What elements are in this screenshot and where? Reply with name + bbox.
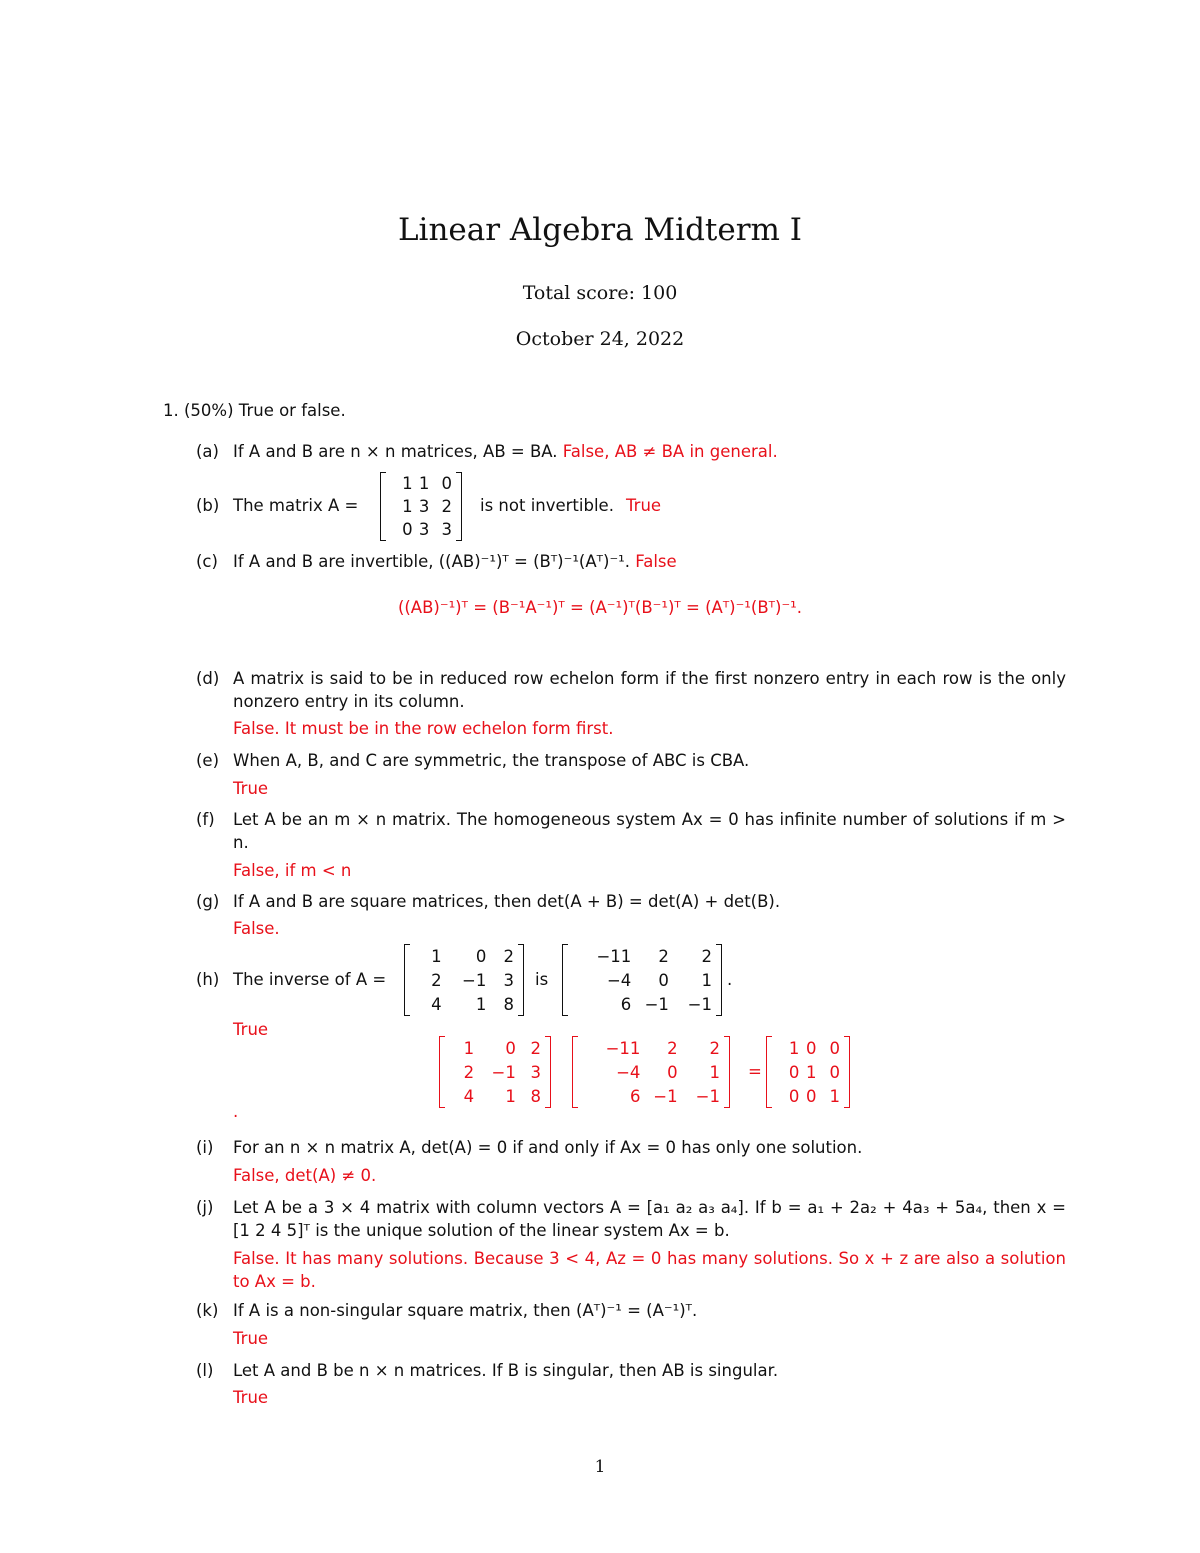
matrix-entry: 0 (829, 1062, 840, 1082)
matrix-entry: 2 (503, 946, 514, 966)
matrix-b (380, 472, 462, 541)
item-statement: Let A be an m × n matrix. The homogeneous system Ax = 0 has infinite number of solutions if m > n. (233, 810, 1066, 852)
check-equals: = (748, 1062, 762, 1081)
item-end: . (727, 970, 733, 989)
item-suffix: is not invertible. (480, 496, 614, 515)
matrix-entry: 2 (701, 946, 712, 966)
matrix-entry: 1 (431, 946, 442, 966)
matrix-entry: 2 (431, 970, 442, 990)
item-answer: False. It has many solutions. Because 3 < 4, Az = 0 has many solutions. So x + z are also a solution to Ax = b. (233, 1249, 1066, 1291)
item-statement: Let A and B be n × n matrices. If B is singular, then AB is singular. (233, 1361, 779, 1380)
matrix-entry: 1 (829, 1086, 840, 1106)
matrix-entry: 1 (402, 497, 413, 516)
item-label: (e) (196, 751, 220, 770)
identity-matrix (766, 1036, 850, 1108)
matrix-entry: 1 (505, 1086, 516, 1106)
matrix-entry: 0 (658, 970, 669, 990)
matrix-entry: 3 (418, 497, 430, 516)
matrix-entry: 2 (667, 1038, 678, 1058)
page-number: 1 (594, 1457, 606, 1477)
matrix-entry: 0 (475, 946, 487, 966)
matrix-entry: −1 (462, 970, 487, 990)
matrix-entry: 2 (441, 497, 452, 516)
matrix-entries (562, 944, 722, 1016)
matrix-entry: 0 (806, 1086, 817, 1106)
matrix-entry: 6 (620, 994, 632, 1014)
item-answer: False, if m < n (233, 861, 352, 880)
matrix-entry: 1 (463, 1038, 475, 1058)
item-statement: If A and B are n × n matrices, AB = BA. (233, 442, 558, 461)
item-middle: is (535, 970, 549, 989)
matrix-entry: 2 (530, 1038, 541, 1058)
matrix-entry: 0 (806, 1038, 817, 1058)
item-d (196, 667, 1066, 740)
matrix-entry: 3 (418, 520, 430, 539)
check-matrix-inverse (572, 1036, 730, 1108)
item-answer: True (626, 496, 662, 515)
item-statement: A matrix is said to be in reduced row echelon form if the first nonzero entry in each row is the only nonzero entry in its column. (233, 669, 1066, 711)
item-answer: True (233, 1020, 269, 1039)
item-i (196, 1136, 1066, 1187)
matrix-entry: −11 (596, 946, 632, 966)
item-label: (i) (196, 1138, 214, 1157)
matrix-entry: −1 (653, 1086, 678, 1106)
exam-date: October 24, 2022 (515, 328, 685, 350)
item-answer: False. (233, 919, 280, 938)
item-c (196, 550, 1066, 573)
question-title: (50%) True or false. (184, 401, 346, 420)
matrix-entry: 1 (418, 474, 430, 493)
matrix-entry: 1 (402, 474, 413, 493)
matrix-entry: 0 (441, 474, 452, 493)
item-answer: False (635, 552, 677, 571)
matrix-entry: 1 (701, 970, 712, 990)
matrix-entry: 3 (530, 1062, 541, 1082)
item-g (196, 890, 1066, 940)
item-f (196, 808, 1066, 882)
matrix-entry: 1 (806, 1062, 817, 1082)
matrix-entry: 8 (530, 1086, 541, 1106)
item-label: (j) (196, 1198, 214, 1217)
item-statement: If A is a non-singular square matrix, then (Aᵀ)⁻¹ = (A⁻¹)ᵀ. (233, 1301, 698, 1320)
item-label: (f) (196, 810, 215, 829)
item-label: (a) (196, 442, 219, 461)
matrix-entry: 1 (709, 1062, 720, 1082)
item-label: (c) (196, 552, 218, 571)
matrix-entry: −11 (605, 1038, 641, 1058)
item-a (196, 440, 1066, 463)
page-title: Linear Algebra Midterm I (397, 212, 803, 248)
total-score: Total score: 100 (522, 282, 678, 304)
item-label: (d) (196, 669, 220, 688)
item-prefix: The inverse of A = (233, 970, 387, 989)
item-answer: True (233, 779, 269, 798)
matrix-entry: 0 (667, 1062, 678, 1082)
check-end: . (233, 1102, 239, 1121)
item-answer: False. It must be in the row echelon form first. (233, 719, 614, 738)
item-label: (g) (196, 892, 220, 911)
matrix-entry: 4 (431, 994, 442, 1014)
matrix-entry: 1 (788, 1038, 800, 1058)
item-answer: True (233, 1388, 269, 1407)
matrix-entries (766, 1036, 850, 1108)
item-statement: For an n × n matrix A, det(A) = 0 if and only if Ax = 0 has only one solution. (233, 1138, 863, 1157)
matrix-entry: 0 (829, 1038, 840, 1058)
item-e (196, 749, 1066, 800)
matrix-entries (572, 1036, 730, 1108)
matrix-entry: 2 (463, 1062, 475, 1082)
matrix-h-a (404, 944, 524, 1016)
item-statement: Let A be a 3 × 4 matrix with column vectors A = [a₁ a₂ a₃ a₄]. If b = a₁ + 2a₂ + 4a₃ + 5a₄, then x = [1 2 4 5]ᵀ is the unique solution of the linear system Ax = b. (233, 1198, 1066, 1240)
item-label: (b) (196, 496, 220, 515)
matrix-entries (439, 1036, 551, 1108)
item-answer: False, det(A) ≠ 0. (233, 1166, 377, 1185)
matrix-entries (404, 944, 524, 1016)
matrix-entry: 0 (788, 1086, 800, 1106)
matrix-entry: 4 (463, 1086, 475, 1106)
matrix-entry: 0 (402, 520, 413, 539)
matrix-entries (380, 472, 462, 541)
matrix-entry: −1 (695, 1086, 720, 1106)
item-label: (h) (196, 970, 220, 989)
item-statement: If A and B are invertible, ((AB)⁻¹)ᵀ = (Bᵀ)⁻¹(Aᵀ)⁻¹. (233, 552, 631, 571)
matrix-h-inverse (562, 944, 722, 1016)
matrix-entry: −4 (616, 1062, 641, 1082)
matrix-entry: 1 (475, 994, 487, 1014)
item-j (196, 1196, 1066, 1293)
item-l (196, 1359, 1066, 1409)
item-statement: If A and B are square matrices, then det(A + B) = det(A) + det(B). (233, 892, 781, 911)
check-matrix-a (439, 1036, 551, 1108)
matrix-entry: 2 (709, 1038, 720, 1058)
item-label: (l) (196, 1361, 214, 1380)
item-answer: True (233, 1329, 269, 1348)
matrix-entry: 6 (629, 1086, 641, 1106)
item-statement: When A, B, and C are symmetric, the transpose of ABC is CBA. (233, 751, 750, 770)
matrix-entry: 0 (788, 1062, 800, 1082)
question-heading (163, 401, 346, 420)
matrix-entry: 8 (503, 994, 514, 1014)
item-label: (k) (196, 1301, 219, 1320)
matrix-entry: 2 (658, 946, 669, 966)
item-answer: False, AB ≠ BA in general. (562, 442, 778, 461)
matrix-entry: −1 (644, 994, 669, 1014)
matrix-entry: 3 (503, 970, 514, 990)
matrix-entry: −4 (606, 970, 632, 990)
matrix-entry: 0 (505, 1038, 516, 1058)
item-k (196, 1299, 1066, 1350)
question-number: 1. (163, 401, 179, 420)
matrix-entry: −1 (687, 994, 712, 1014)
matrix-entry: 3 (441, 520, 452, 539)
matrix-entry: −1 (491, 1062, 516, 1082)
item-prefix: The matrix A = (233, 496, 359, 515)
item-c-explanation: ((AB)⁻¹)ᵀ = (B⁻¹A⁻¹)ᵀ = (A⁻¹)ᵀ(B⁻¹)ᵀ = (Aᵀ)⁻¹(Bᵀ)⁻¹. (397, 598, 803, 617)
